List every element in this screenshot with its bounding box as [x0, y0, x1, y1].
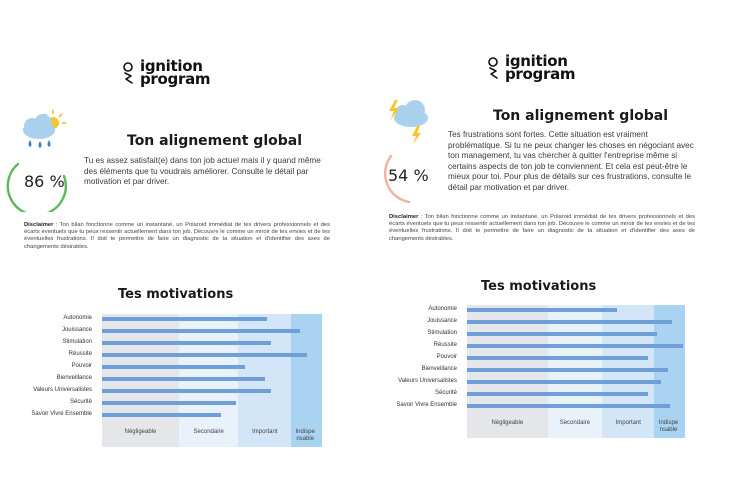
alignment-description: Tu es assez satisfait(e) dans ton job actuel mais il y quand même des éléments que tu voudrais améliorer. Consulte le détail par motivation et par driver.: [84, 156, 321, 187]
motivations-chart: [396, 305, 685, 438]
chart-bar: [467, 344, 683, 348]
chart-category-label: Stimulation: [427, 330, 457, 336]
chart-category-label: Pouvoir: [71, 363, 92, 369]
chart-zone-label: Négligeable: [124, 429, 157, 435]
report-panel-right: [375, 0, 750, 499]
chart-bar: [467, 308, 617, 312]
chart-bar: [467, 320, 672, 324]
logo-wordmark: ignition program: [140, 57, 211, 88]
alignment-title: Ton alignement global: [127, 133, 302, 149]
chart-zone-label: Négligeable: [491, 420, 524, 426]
chart-bar: [102, 413, 221, 417]
alignment-description: Tes frustrations sont fortes. Cette situation est vraiment problématique. Si tu ne peux changer les choses en négociant avec ton management, tu vas chercher à quitter l'entreprise même si certains aspects de ton job te conviennent. Et cela est peut-être le mieux pour toi. Pour plus de détails sur ces frustrations, consulte le détail par motivation et par driver.: [448, 130, 694, 192]
chart-bar: [102, 317, 267, 321]
alignment-percentage: 86 %: [24, 172, 65, 191]
chart-zone-label: Important: [615, 420, 641, 426]
storm-cloud-lightning-icon: [385, 96, 435, 146]
chart-category-label: Réussite: [68, 351, 92, 357]
chart-category-label: Valeurs Universalistes: [398, 378, 457, 384]
disclaimer: [24, 222, 330, 251]
disclaimer-label: Disclaimer: [389, 214, 419, 220]
disclaimer-text: : Ton bilan fonctionne comme un instantané, un Polaroid immédiat de tes drivers professionnels et des écarts éventuels que tu peux ressentir actuellement dans ton job. Découvre le comme un miroir de tes envies et de tes éventuelles frustrations. Il doit te permettre de faire un diagnostic de ta situation et d'identifier des axes de changements désirables.: [389, 214, 695, 242]
chart-category-label: Bienveillance: [56, 375, 92, 381]
chart-category-label: Stimulation: [62, 339, 92, 345]
chart-bar: [102, 401, 236, 405]
chart-zone-3: [291, 314, 322, 447]
brand-logo: [122, 57, 211, 88]
chart-bar: [102, 353, 307, 357]
chart-category-label: Valeurs Universalistes: [33, 387, 92, 393]
chart-bar: [467, 356, 648, 360]
chart-zone-label: Important: [252, 429, 278, 435]
motivations-title: Tes motivations: [481, 279, 597, 294]
alignment-title: Ton alignement global: [493, 108, 668, 124]
spark-figure-icon: [487, 56, 501, 80]
chart-bar: [102, 389, 271, 393]
chart-bar: [467, 404, 670, 408]
disclaimer: [389, 214, 695, 243]
motivations-title: Tes motivations: [118, 287, 234, 302]
chart-category-label: Savoir Vivre Ensemble: [396, 402, 457, 408]
chart-bar: [102, 341, 271, 345]
motivations-chart: [31, 314, 322, 447]
logo-wordmark: ignition program: [505, 52, 576, 83]
chart-category-label: Réussite: [433, 342, 457, 348]
chart-bar: [102, 329, 300, 333]
chart-zone-label: Secondaire: [193, 429, 224, 435]
alignment-percentage: 54 %: [388, 166, 429, 185]
chart-category-label: Autonomie: [63, 315, 92, 321]
chart-category-label: Savoir Vivre Ensemble: [31, 411, 92, 417]
chart-bar: [102, 365, 245, 369]
chart-bar: [467, 392, 648, 396]
chart-zone-label: Indispe nsable: [295, 429, 315, 442]
chart-category-label: Autonomie: [428, 306, 457, 312]
brand-logo: [487, 52, 576, 83]
chart-category-label: Jouissance: [426, 318, 457, 324]
sun-cloud-rain-icon: [18, 108, 68, 154]
chart-zone-label: Indispe nsable: [658, 420, 679, 433]
chart-zone-label: Secondaire: [559, 420, 591, 426]
chart-bar: [467, 368, 668, 372]
disclaimer-text: : Ton bilan fonctionne comme un instantané, un Polaroid immédiat de tes drivers professionnels et des écarts éventuels que tu peux ressentir actuellement dans ton job. Découvre le comme un miroir de tes envies et de tes éventuelles frustrations. Il doit te permettre de faire un diagnostic de ta situation et d'identifier des axes de changements désirables.: [24, 222, 330, 250]
chart-bar: [467, 380, 661, 384]
chart-category-label: Bienveillance: [421, 366, 457, 372]
chart-category-label: Sécurité: [69, 399, 92, 405]
chart-category-label: Pouvoir: [436, 354, 457, 360]
chart-bar: [102, 377, 265, 381]
chart-category-label: Sécurité: [434, 390, 457, 396]
disclaimer-label: Disclaimer: [24, 222, 54, 228]
spark-figure-icon: [122, 61, 136, 85]
chart-bar: [467, 332, 657, 336]
chart-category-label: Jouissance: [61, 327, 92, 333]
